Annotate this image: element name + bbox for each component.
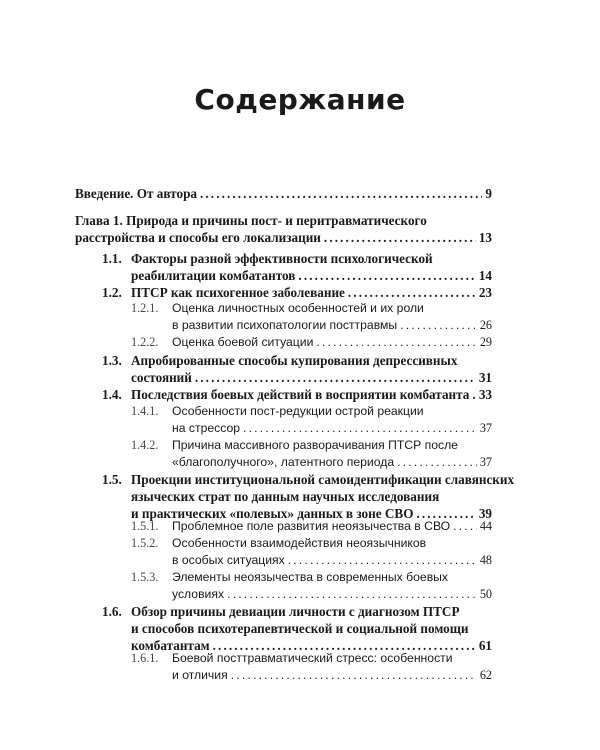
toc-entry-title-line: в развитии психопатологии посттравмы bbox=[172, 318, 398, 332]
toc-entry-number: 1.5.1. bbox=[131, 519, 159, 533]
toc-entry-title-line: Особенности взаимодействия неоязычников bbox=[172, 536, 427, 550]
toc-entry-title-line: реабилитации комбатантов bbox=[131, 268, 296, 283]
toc-entry[interactable] bbox=[131, 650, 492, 684]
toc-entry-last-line bbox=[172, 586, 492, 603]
toc-entry[interactable] bbox=[102, 250, 492, 284]
toc-entry-body bbox=[172, 650, 492, 684]
toc-entry-number: 1.4.1. bbox=[131, 404, 159, 418]
toc-entry-last-line bbox=[131, 369, 492, 386]
toc-entry-title-line: Апробированные способы купирования депрессивных bbox=[131, 353, 458, 368]
dot-leader bbox=[200, 185, 482, 202]
toc-entry-body bbox=[131, 471, 515, 522]
toc-entry-body bbox=[75, 212, 492, 246]
dot-leader bbox=[453, 518, 477, 535]
toc-entry[interactable] bbox=[131, 300, 492, 334]
toc-entry-title-line: состояний bbox=[131, 370, 192, 385]
toc-entry[interactable] bbox=[131, 569, 492, 603]
toc-entry-title-line: Особенности пост-редукции острой реакции bbox=[172, 404, 424, 418]
toc-entry-page-number: 62 bbox=[479, 668, 492, 682]
toc-entry-number: 1.6. bbox=[102, 604, 122, 619]
toc-entry-body bbox=[75, 185, 492, 202]
toc-entry-title-line: Причина массивного разворачивания ПТСР после bbox=[172, 438, 458, 452]
toc-entry-last-line bbox=[172, 334, 492, 351]
toc-entry[interactable] bbox=[75, 212, 492, 246]
toc-entry-page-number: 44 bbox=[479, 519, 492, 533]
toc-entry-last-line bbox=[172, 454, 492, 471]
toc-entry[interactable] bbox=[131, 334, 492, 351]
dot-leader bbox=[288, 552, 477, 569]
toc-entry[interactable] bbox=[131, 403, 492, 437]
toc-entry-body bbox=[131, 250, 492, 284]
toc-entry[interactable] bbox=[131, 437, 492, 471]
toc-entry-last-line bbox=[172, 420, 492, 437]
toc-entry[interactable] bbox=[102, 471, 515, 522]
toc-entry-page-number: 23 bbox=[478, 285, 492, 300]
toc-entry-last-line bbox=[172, 317, 492, 334]
toc-entry-number: 1.6.1. bbox=[131, 651, 159, 665]
dot-leader bbox=[227, 586, 477, 603]
toc-entry-last-line bbox=[172, 518, 492, 535]
toc-entry-title-line: комбатантам bbox=[131, 638, 210, 653]
toc-entry-last-line bbox=[75, 185, 492, 202]
toc-entry-title-line: Факторы разной эффективности психологической bbox=[131, 251, 433, 266]
page-title: Содержание bbox=[194, 83, 406, 116]
toc-entry-title-line: Обзор причины девиации личности с диагнозом ПТСР bbox=[131, 604, 460, 619]
toc-entry-last-line bbox=[75, 229, 492, 246]
toc-entry-last-line bbox=[131, 267, 492, 284]
dot-leader bbox=[324, 229, 476, 246]
dot-leader bbox=[472, 386, 475, 403]
toc-entry-number: 1.1. bbox=[102, 251, 122, 266]
toc-entry-page-number: 37 bbox=[479, 421, 492, 435]
toc-entry-page-number: 13 bbox=[478, 230, 492, 245]
toc-entry-page-number: 33 bbox=[478, 387, 492, 402]
toc-entry[interactable] bbox=[75, 185, 492, 202]
toc-entry-body bbox=[131, 603, 492, 654]
toc-entry[interactable] bbox=[102, 386, 492, 403]
toc-entry-body bbox=[172, 569, 492, 603]
toc-entry-title-line: расстройства и способы его локализации bbox=[75, 230, 321, 245]
dot-leader bbox=[243, 420, 477, 437]
toc-entry-body bbox=[172, 437, 492, 471]
toc-entry-title-line: Боевой посттравматический стресс: особенности bbox=[172, 651, 453, 665]
toc-entry-number: 1.3. bbox=[102, 353, 122, 368]
toc-entry-title-line: и практических «полевых» данных в зоне СВО bbox=[131, 506, 414, 521]
toc-entry-page-number: 31 bbox=[478, 370, 492, 385]
toc-entry-page-number: 9 bbox=[485, 186, 492, 201]
toc-entry[interactable] bbox=[102, 352, 492, 386]
toc-entry-body bbox=[131, 386, 492, 403]
toc-entry-page-number: 48 bbox=[479, 553, 492, 567]
toc-entry-body bbox=[131, 284, 492, 301]
toc-entry-page-number: 61 bbox=[478, 638, 492, 653]
dot-leader bbox=[348, 284, 476, 301]
toc-entry-body bbox=[172, 535, 492, 569]
toc-entry-page-number: 39 bbox=[478, 506, 492, 521]
toc-entry[interactable] bbox=[102, 284, 492, 301]
toc-entry-title-line: Введение. От автора bbox=[75, 186, 198, 201]
toc-entry[interactable] bbox=[131, 535, 492, 569]
dot-leader bbox=[400, 317, 477, 334]
toc-entry-body bbox=[172, 300, 492, 334]
dot-leader bbox=[397, 454, 477, 471]
toc-entry-body bbox=[131, 352, 492, 386]
toc-entry-title-line: на стрессор bbox=[172, 421, 241, 435]
toc-entry-page-number: 29 bbox=[479, 335, 492, 349]
toc-entry-last-line bbox=[172, 552, 492, 569]
toc-entry-number: 1.5.3. bbox=[131, 570, 159, 584]
toc-entry-page-number: 26 bbox=[479, 318, 492, 332]
dot-leader bbox=[316, 334, 476, 351]
toc-entry-title-line: Глава 1. Природа и причины пост- и перитравматического bbox=[75, 213, 427, 228]
toc-entry-title-line: условиях bbox=[172, 587, 225, 601]
toc-entry-page-number: 14 bbox=[478, 268, 492, 283]
toc-entry-body bbox=[172, 334, 492, 351]
toc-entry-title-line: языческих страт по данным научных исследования bbox=[131, 489, 440, 504]
toc-entry-title-line: Проекции институциональной самоидентификации славянских bbox=[131, 472, 515, 487]
toc-entry-title-line: Проблемное поле развития неоязычества в СВО bbox=[172, 519, 451, 533]
toc-entry-title-line: в особых ситуациях bbox=[172, 553, 285, 567]
toc-entry-number: 1.2.1. bbox=[131, 301, 159, 315]
toc-entry-title-line: Элементы неоязычества в современных боевых bbox=[172, 570, 449, 584]
toc-entry-number: 1.5.2. bbox=[131, 536, 159, 550]
toc-entry-title-line: и отличия bbox=[172, 668, 228, 682]
toc-entry-body bbox=[172, 518, 492, 535]
dot-leader bbox=[195, 369, 476, 386]
toc-entry-number: 1.2.2. bbox=[131, 335, 159, 349]
toc-entry-title-line: Оценка личностных особенностей и их роли bbox=[172, 301, 424, 315]
toc-entry-page-number: 50 bbox=[479, 587, 492, 601]
toc-entry-page-number: 37 bbox=[479, 455, 492, 469]
toc-entry-number: 1.4.2. bbox=[131, 438, 159, 452]
toc-entry[interactable] bbox=[102, 603, 492, 654]
dot-leader bbox=[231, 667, 477, 684]
toc-entry-title-line: ПТСР как психогенное заболевание bbox=[131, 285, 345, 300]
toc-entry-title-line: и способов психотерапевтической и социальной помощи bbox=[131, 621, 469, 636]
toc-entry-number: 1.5. bbox=[102, 472, 122, 487]
toc-entry-last-line bbox=[131, 386, 492, 403]
dot-leader bbox=[298, 267, 475, 284]
toc-entry-last-line bbox=[172, 667, 492, 684]
toc-entry-number: 1.4. bbox=[102, 387, 122, 402]
toc-entry-number: 1.2. bbox=[102, 285, 122, 300]
toc-entry-title-line: Оценка боевой ситуации bbox=[172, 335, 314, 349]
toc-entry-title-line: «благополучного», латентного периода bbox=[172, 455, 395, 469]
toc-entry[interactable] bbox=[131, 518, 492, 535]
toc-entry-body bbox=[172, 403, 492, 437]
toc-entry-last-line bbox=[131, 284, 492, 301]
toc-entry-title-line: Последствия боевых действий в восприятии комбатанта bbox=[131, 387, 470, 402]
